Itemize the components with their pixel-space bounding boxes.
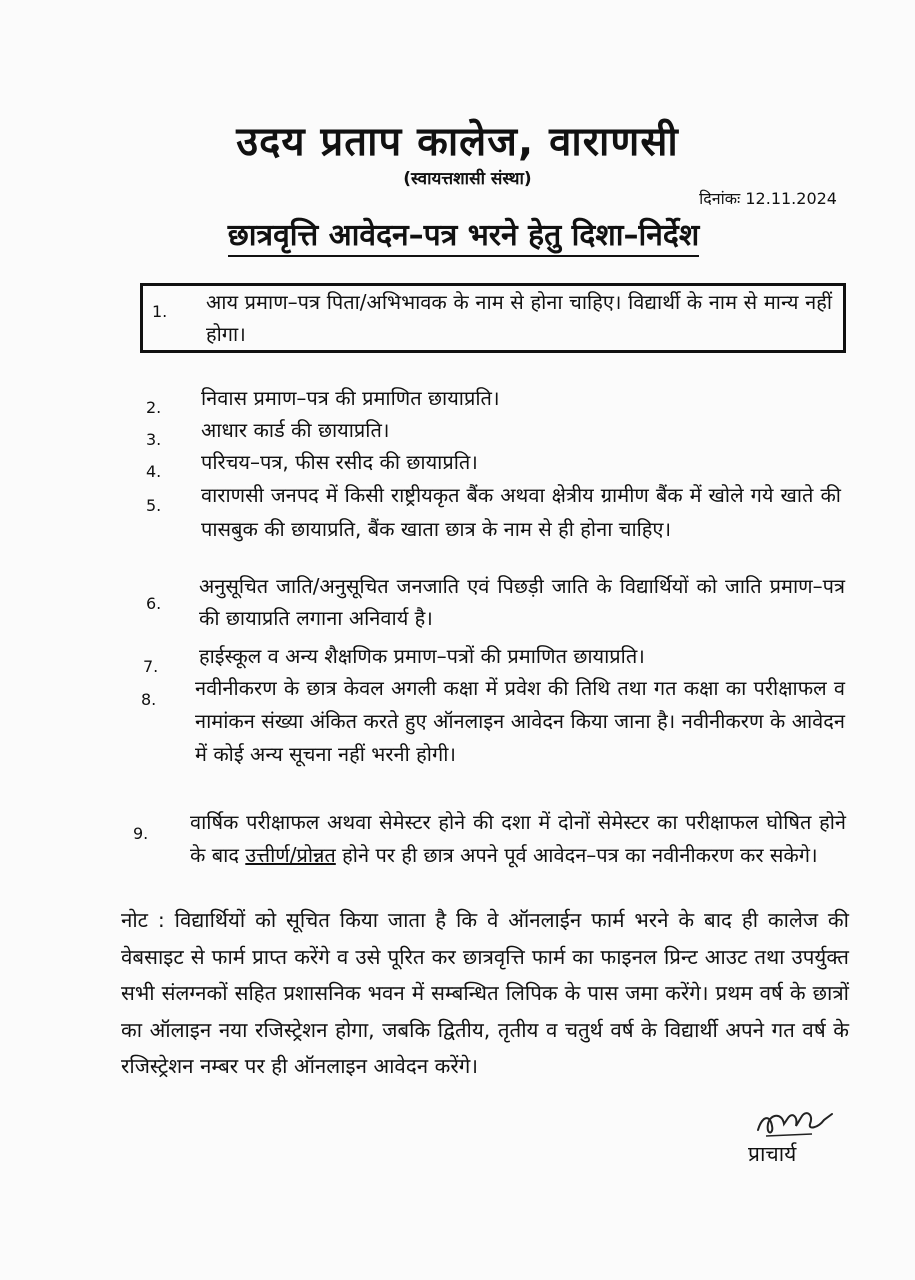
item-text: नवीनीकरण के छात्र केवल अगली कक्षा में प्रवेश की तिथि तथा गत कक्षा का परीक्षाफल व नामांकन संख्या अंकित करते हुए ऑनलाइन आवेदन किया जाना है। नवीनीकरण के आवेदन में कोई अन्य सूचना नहीं भरनी होगी। bbox=[195, 676, 845, 766]
item-text bbox=[190, 806, 846, 872]
item-text: वाराणसी जनपद में किसी राष्ट्रीयकृत बैंक अथवा क्षेत्रीय ग्रामीण बैंक में खोले गये खाते की पासबुक की छायाप्रति, बैंक खाता छात्र के नाम से ही होना चाहिए। bbox=[201, 483, 841, 541]
item-number: 4. bbox=[146, 462, 162, 481]
signature-label: प्राचार्य bbox=[748, 1142, 797, 1166]
item-text: अनुसूचित जाति/अनुसूचित जनजाति एवं पिछड़ी जाति के विद्यार्थियों को जाति प्रमाण–पत्र की छायाप्रति लगाना अनिवार्य है। bbox=[199, 574, 845, 630]
item-text-underlined: उत्तीर्ण/प्रोन्नत bbox=[245, 843, 336, 867]
notice-heading bbox=[0, 213, 915, 254]
item-number: 1. bbox=[152, 302, 168, 321]
item-number: 8. bbox=[141, 690, 157, 709]
item-number: 9. bbox=[133, 824, 149, 843]
item-text: आधार कार्ड की छायाप्रति। bbox=[201, 418, 390, 442]
item-text: हाईस्कूल व अन्य शैक्षणिक प्रमाण–पत्रों की प्रमाणित छायाप्रति। bbox=[199, 644, 645, 668]
item-number: 7. bbox=[143, 657, 159, 676]
item-text: निवास प्रमाण–पत्र की प्रमाणित छायाप्रति। bbox=[201, 386, 500, 410]
college-subtitle: (स्वायत्तशासी संस्था) bbox=[403, 169, 532, 189]
item-text-part: वार्षिक परीक्षाफल अथवा सेमेस्टर होने की दशा में दोनों सेमेस्टर का परीक्षाफल घोषित होने के बाद bbox=[190, 810, 846, 867]
college-name: उदय प्रताप कालेज, वाराणसी bbox=[236, 119, 679, 165]
item-text: आय प्रमाण–पत्र पिता/अभिभावक के नाम से होना चाहिए। विद्यार्थी के नाम से मान्य नहीं होगा। bbox=[206, 290, 832, 346]
item-number: 6. bbox=[146, 594, 162, 613]
item-text-part: होने पर ही छात्र अपने पूर्व आवेदन–पत्र का नवीनीकरण कर सकेगे। bbox=[335, 843, 818, 867]
note-paragraph: नोट : विद्यार्थियों को सूचित किया जाता है कि वे ऑनलाईन फार्म भरने के बाद ही कालेज की वेबसाइट से फार्म प्राप्त करेंगे व उसे पूरित कर छात्रवृत्ति फार्म का फाइनल प्रिन्ट आउट तथा उपर्युक्त सभी संलग्नकों सहित प्रशासनिक भवन में सम्बन्धित लिपिक के पास जमा करेंगे। प्रथम वर्ष के छात्रों का ऑलाइन नया रजिस्ट्रेशन होगा, जबकि द्वितीय, तृतीय व चतुर्थ वर्ष के विद्यार्थी अपने गत वर्ष के रजिस्ट्रेशन नम्बर पर ही ऑनलाइन आवेदन करेंगे। bbox=[121, 908, 849, 1078]
item-number: 2. bbox=[146, 398, 162, 417]
item-text: परिचय–पत्र, फीस रसीद की छायाप्रति। bbox=[201, 450, 478, 474]
notice-heading-text: छात्रवृत्ति आवेदन–पत्र भरने हेतु दिशा–निर्देश bbox=[228, 218, 700, 257]
item-number: 3. bbox=[146, 430, 162, 449]
item-number: 5. bbox=[146, 496, 162, 515]
signature-scribble bbox=[752, 1108, 842, 1144]
notice-date: दिनांकः 12.11.2024 bbox=[699, 189, 837, 208]
